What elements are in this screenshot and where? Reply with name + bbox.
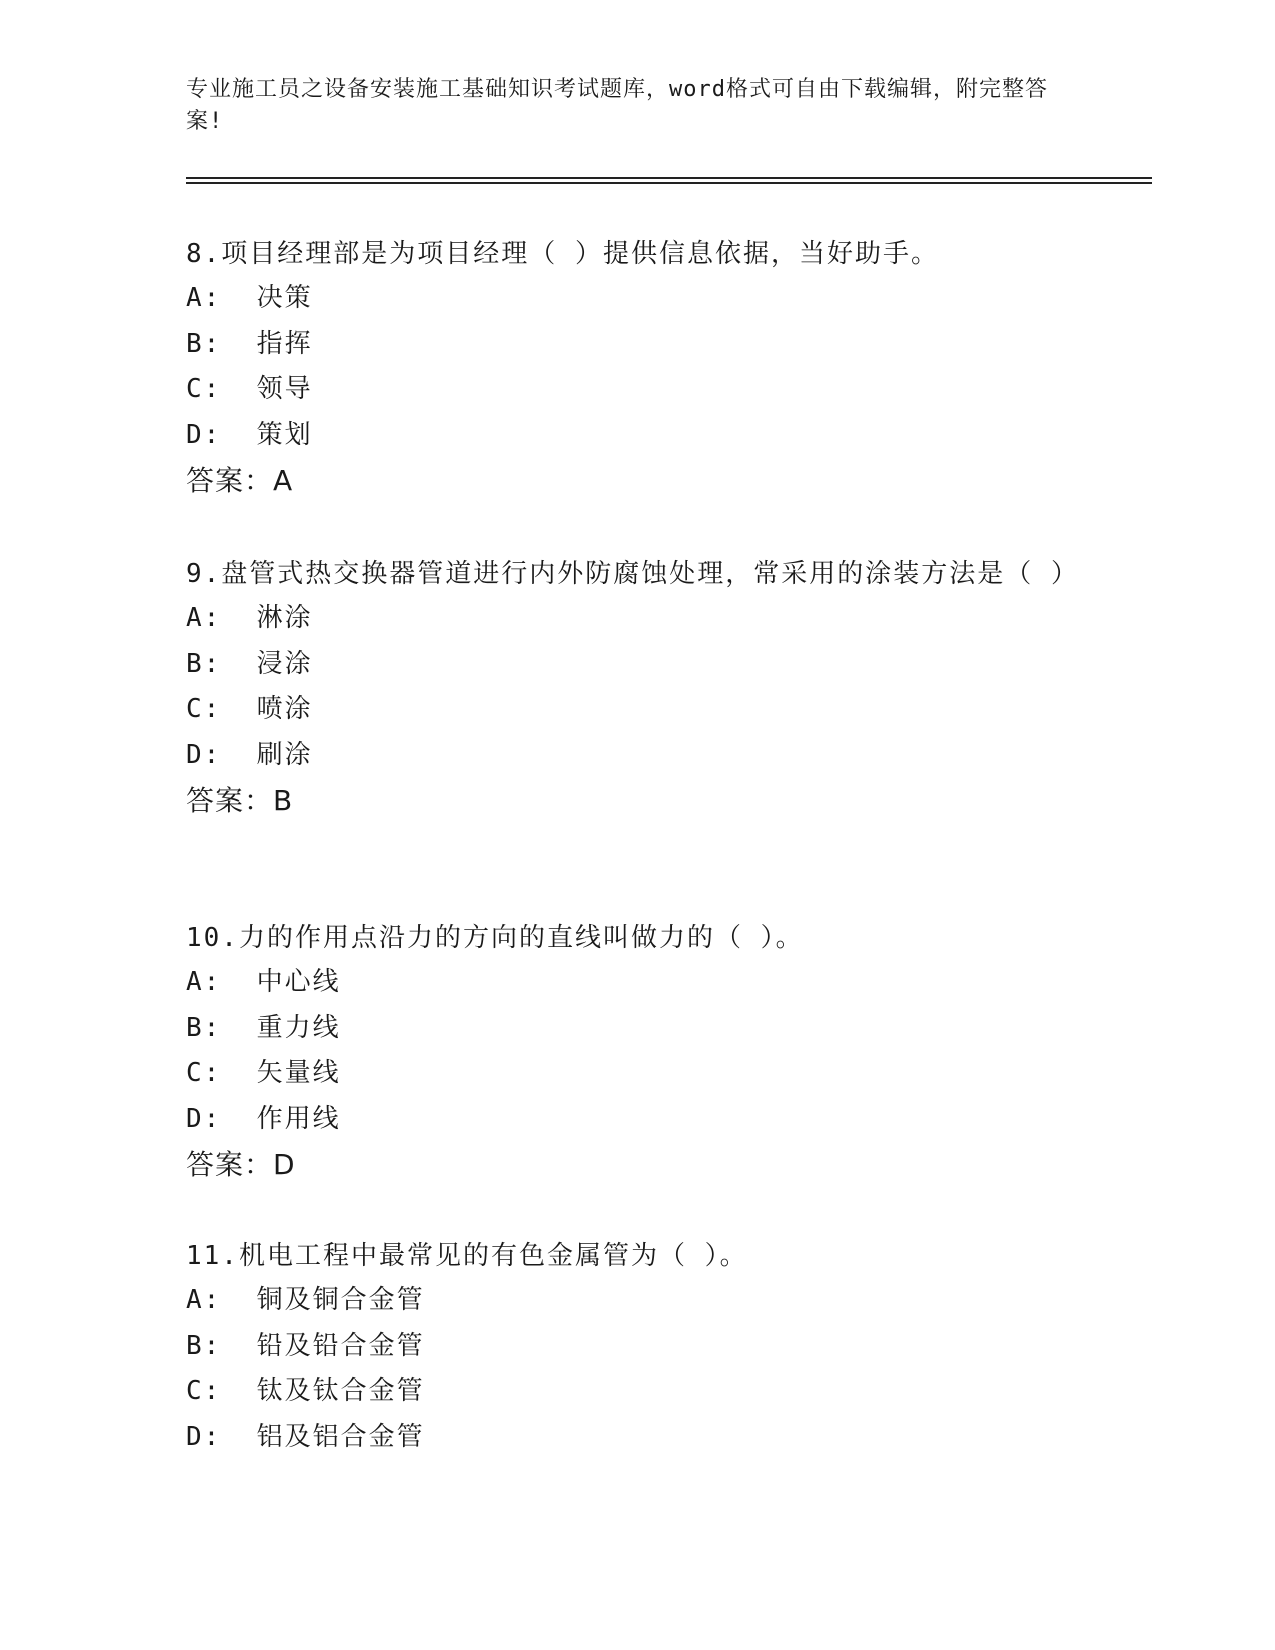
option-b: B: 浸涂: [186, 648, 313, 679]
question-stem: 9.盘管式热交换器管道进行内外防腐蚀处理，常采用的涂装方法是（ ）: [186, 559, 1079, 589]
option-d: D: 策划: [186, 419, 313, 450]
option-a: A: 淋涂: [186, 603, 313, 633]
header-divider-top: [186, 177, 1152, 179]
option-c: C: 钛及钛合金管: [186, 1376, 425, 1406]
option-c: C: 领导: [186, 374, 313, 404]
option-b: B: 指挥: [186, 328, 313, 359]
question-8: [186, 232, 1066, 503]
option-d: D: 刷涂: [186, 739, 313, 770]
option-c: C: 矢量线: [186, 1058, 341, 1088]
option-a: A: 铜及铜合金管: [186, 1285, 425, 1315]
question-stem: 10.力的作用点沿力的方向的直线叫做力的（ ）。: [186, 923, 804, 953]
header-divider-bottom: [186, 182, 1152, 184]
answer-line: 答案：A: [186, 464, 294, 497]
answer-line: 答案：D: [186, 1148, 296, 1181]
option-a: A: 中心线: [186, 967, 341, 997]
question-stem: 11.机电工程中最常见的有色金属管为（ ）。: [186, 1241, 748, 1271]
question-stem: 8.项目经理部是为项目经理（ ）提供信息依据，当好助手。: [186, 239, 939, 269]
document-header: 专业施工员之设备安装施工基础知识考试题库，word格式可自由下载编辑，附完整答案!: [186, 77, 1048, 134]
option-c: C: 喷涂: [186, 694, 313, 724]
option-b: B: 铅及铅合金管: [186, 1330, 425, 1361]
option-a: A: 决策: [186, 283, 313, 313]
option-d: D: 铝及铝合金管: [186, 1421, 425, 1452]
answer-line: 答案：B: [186, 784, 294, 817]
question-11: [186, 1234, 1066, 1460]
option-b: B: 重力线: [186, 1012, 341, 1043]
option-d: D: 作用线: [186, 1103, 341, 1134]
question-10: [186, 916, 1066, 1187]
question-9: [186, 552, 1079, 823]
